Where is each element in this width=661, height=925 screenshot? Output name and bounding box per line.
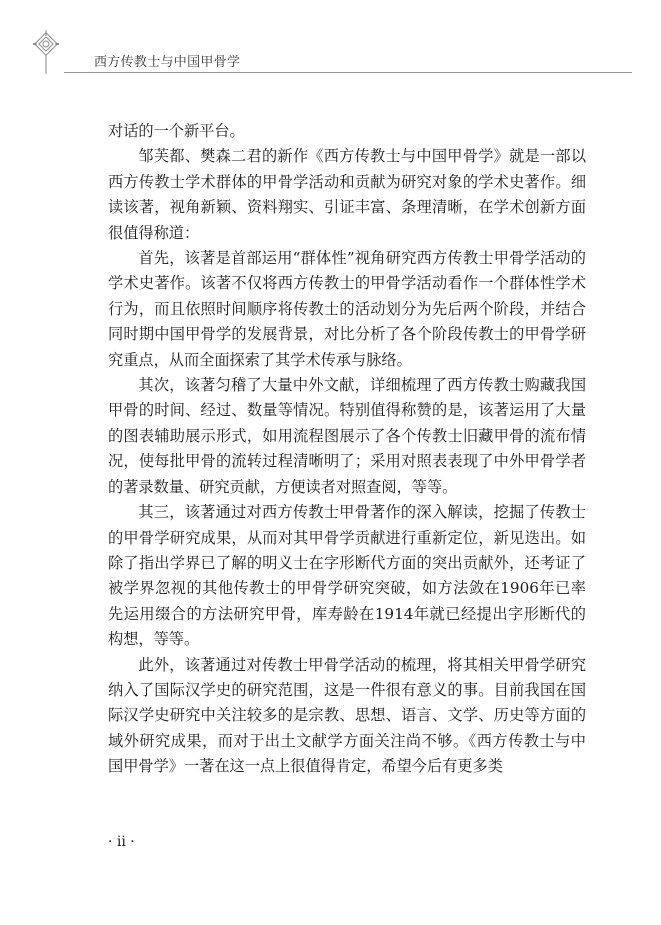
- knot-emblem-icon: [32, 30, 60, 74]
- paragraph: 首先，该著是首部运用“群体性”视角研究西方传教士甲骨学活动的学术史著作。该著不仅将西方传教士的甲骨学活动看作一个群体性学术行为，而且依照时间顺序将传教士的活动划分为先后两个阶段，并结合同时期中国甲骨学的发展背景，对比分析了各个阶段传教士的甲骨学研究重点，从而全面探索了其学术传承与脉络。: [108, 249, 586, 369]
- body-text: [108, 119, 586, 780]
- page-number: · ii ·: [108, 834, 135, 850]
- paragraph: 其次，该著匀稽了大量中外文献，详细梳理了西方传教士购藏我国甲骨的时间、经过、数量等情况。特别值得称赞的是，该著运用了大量的图表辅助展示形式，如用流程图展示了各个传教士旧藏甲骨的流布情况，使每批甲骨的流转过程清晰明了；采用对照表表现了中外甲骨学者的著录数量、研究贡献，方便读者对照查阅，等等。: [108, 376, 586, 496]
- running-title: 西方传教士与中国甲骨学: [94, 55, 241, 70]
- paragraph: 其三，该著通过对西方传教士甲骨著作的深入解读，挖掘了传教士的甲骨学研究成果，从而对其甲骨学贡献进行重新定位，新见迭出。如除了指出学界已了解的明义士在字形断代方面的突出贡献外，还考证了被学界忽视的其他传教士的甲骨学研究突破，如方法敛在1906年已率先运用缀合的方法研究甲骨，库寿龄在1914年就已经提出字形断代的构想，等等。: [108, 503, 586, 649]
- paragraph: 邹芙都、樊森二君的新作《西方传教士与中国甲骨学》就是一部以西方传教士学术群体的甲骨学活动和贡献为研究对象的学术史著作。细读该著，视角新颖、资料翔实、引证丰富、条理清晰，在学术创新方面很值得称道：: [108, 147, 586, 242]
- header-rule: [64, 72, 632, 73]
- paragraph: 此外，该著通过对传教士甲骨学活动的梳理，将其相关甲骨学研究纳入了国际汉学史的研究范围，这是一件很有意义的事。目前我国在国际汉学史研究中关注较多的是宗教、思想、语言、文学、历史等方面的域外研究成果，而对于出土文献学方面关注尚不够。《西方传教士与中国甲骨学》一著在这一点上很值得肯定，希望今后有更多类: [108, 655, 586, 776]
- running-header: [32, 30, 632, 76]
- paragraph-continuation: 对话的一个新平台。: [108, 122, 245, 140]
